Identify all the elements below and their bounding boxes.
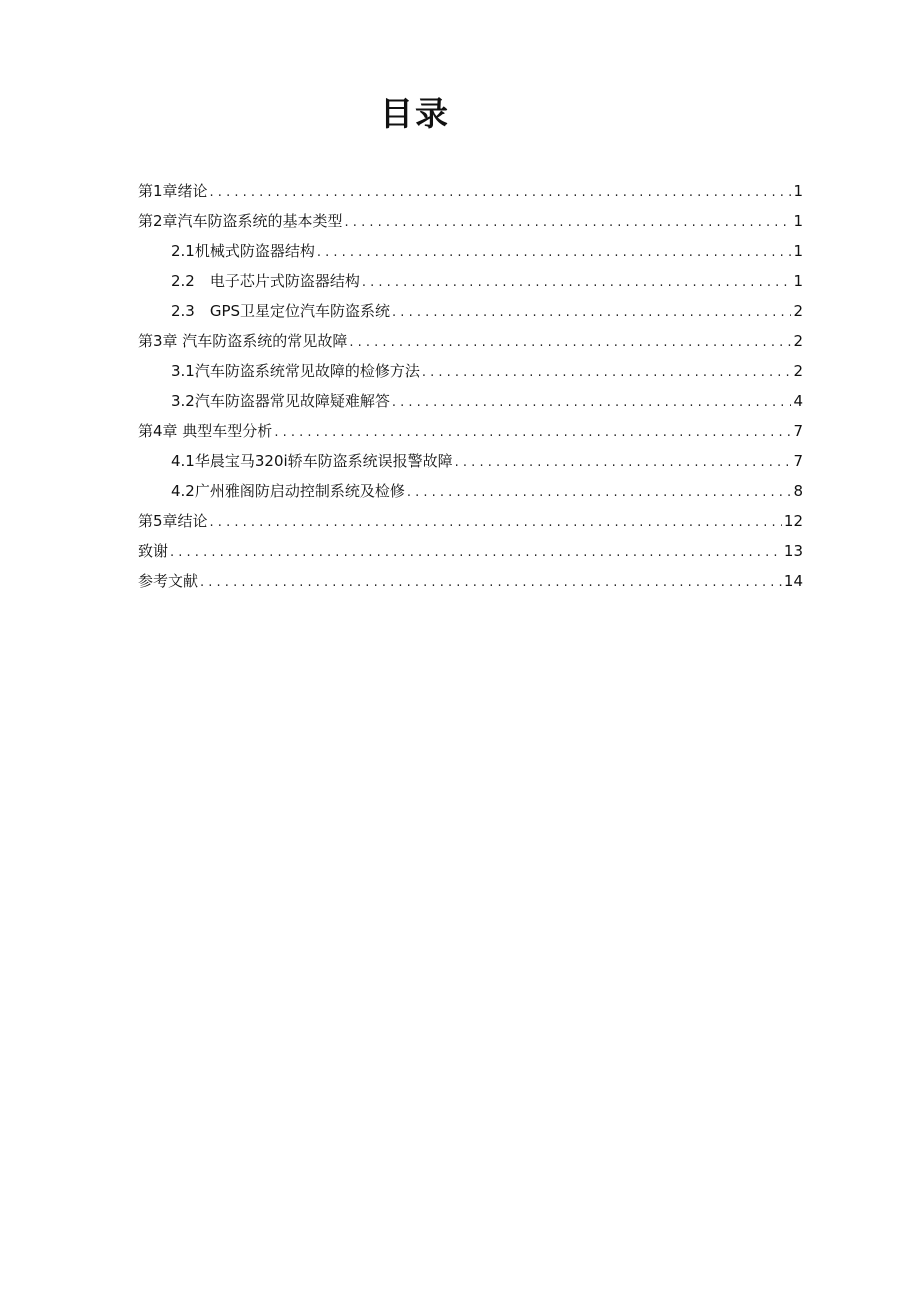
toc-entry-label: 2.2 电子芯片式防盗器结构 xyxy=(171,272,360,290)
toc-leader-dots xyxy=(345,206,791,236)
toc-entry-page: 7 xyxy=(793,452,803,470)
page-title: 目录 xyxy=(380,94,450,133)
toc-entry-page: 4 xyxy=(793,392,803,410)
toc-entry[interactable] xyxy=(138,236,803,266)
toc-entry[interactable] xyxy=(138,506,803,536)
toc-entry-page: 2 xyxy=(793,302,803,320)
toc-entry-label: 第4章 典型车型分析 xyxy=(138,422,273,440)
toc-entry-page: 2 xyxy=(793,362,803,380)
toc-entry[interactable] xyxy=(138,266,803,296)
toc-entry[interactable] xyxy=(138,416,803,446)
toc-entry[interactable] xyxy=(138,536,803,566)
toc-entry-label: 第1章绪论 xyxy=(138,182,208,200)
toc-entry-label: 2.3 GPS卫星定位汽车防盗系统 xyxy=(171,302,391,320)
toc-leader-dots xyxy=(362,266,791,296)
toc-entry-page: 7 xyxy=(793,422,803,440)
toc-entry[interactable] xyxy=(138,476,803,506)
toc-entry[interactable] xyxy=(138,386,803,416)
toc-entry-label: 参考文献 xyxy=(138,572,199,590)
toc-entry[interactable] xyxy=(138,296,803,326)
toc-entry-label: 致谢 xyxy=(138,542,169,560)
toc-entry-page: 1 xyxy=(793,182,803,200)
toc-entry[interactable] xyxy=(138,356,803,386)
toc-entry[interactable] xyxy=(138,446,803,476)
toc-entry-page: 13 xyxy=(783,542,803,560)
toc-entry-page: 1 xyxy=(793,212,803,230)
toc-entry-label: 第5章结论 xyxy=(138,512,208,530)
table-of-contents xyxy=(138,176,803,596)
toc-leader-dots xyxy=(317,236,791,266)
toc-leader-dots xyxy=(349,326,791,356)
toc-entry-label: 2.1机械式防盗器结构 xyxy=(171,242,315,260)
toc-leader-dots xyxy=(200,566,782,596)
toc-entry-page: 8 xyxy=(793,482,803,500)
toc-leader-dots xyxy=(392,296,791,326)
toc-entry[interactable] xyxy=(138,326,803,356)
toc-leader-dots xyxy=(407,476,791,506)
toc-entry-page: 1 xyxy=(793,272,803,290)
toc-entry-label: 第3章 汽车防盗系统的常见故障 xyxy=(138,332,348,350)
toc-entry-label: 4.1华晨宝马320i轿车防盗系统误报警故障 xyxy=(171,452,453,470)
toc-entry-page: 2 xyxy=(793,332,803,350)
toc-entry-page: 14 xyxy=(783,572,803,590)
toc-entry[interactable] xyxy=(138,176,803,206)
toc-entry[interactable] xyxy=(138,206,803,236)
toc-leader-dots xyxy=(274,416,791,446)
toc-entry-label: 3.1汽车防盗系统常见故障的检修方法 xyxy=(171,362,420,380)
toc-leader-dots xyxy=(455,446,791,476)
toc-entry-page: 12 xyxy=(783,512,803,530)
toc-leader-dots xyxy=(210,176,791,206)
toc-leader-dots xyxy=(210,506,782,536)
toc-leader-dots xyxy=(170,536,782,566)
toc-entry-label: 3.2汽车防盗器常见故障疑难解答 xyxy=(171,392,390,410)
toc-leader-dots xyxy=(392,386,791,416)
toc-entry-label: 4.2广州雅阁防启动控制系统及检修 xyxy=(171,482,405,500)
toc-entry-label: 第2章汽车防盗系统的基本类型 xyxy=(138,212,343,230)
toc-entry-page: 1 xyxy=(793,242,803,260)
toc-entry[interactable] xyxy=(138,566,803,596)
toc-leader-dots xyxy=(422,356,791,386)
